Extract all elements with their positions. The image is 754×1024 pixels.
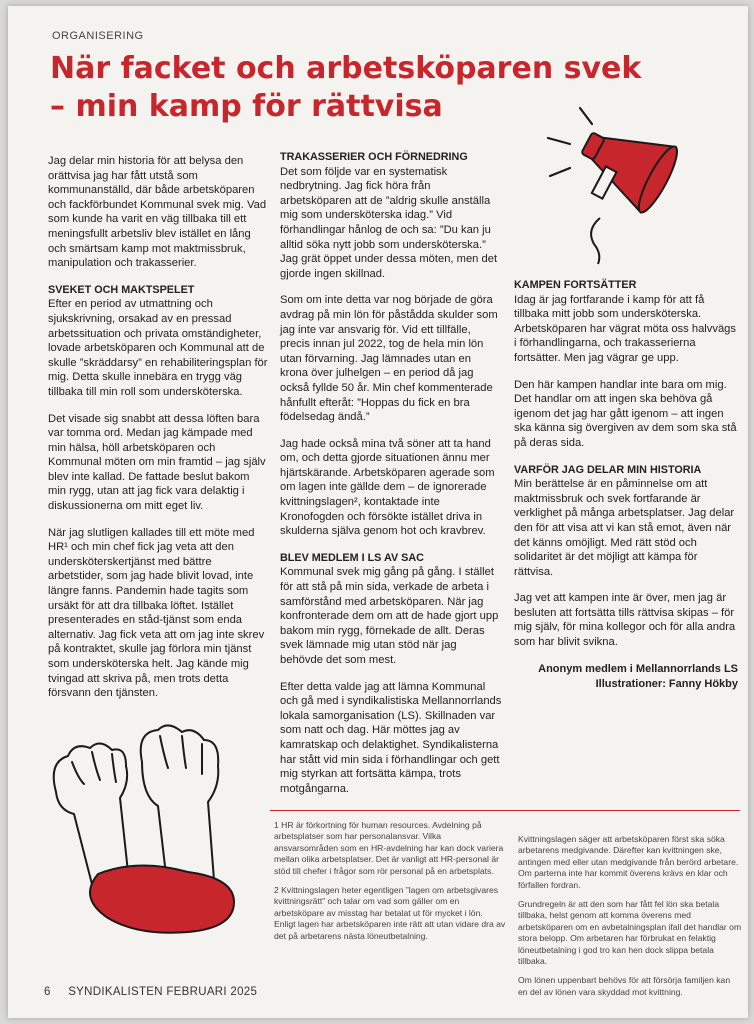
raised-fists-illustration <box>38 722 248 942</box>
page-footer <box>44 986 257 998</box>
heading-trakasserier: TRAKASSERIER OCH FÖRNEDRING <box>280 151 468 163</box>
page-number: 6 <box>44 986 51 998</box>
section-label: ORGANISERING <box>52 30 144 42</box>
paragraph: Efter detta valde jag att lämna Kommunal och gå med i syndikalistiska Mellannorrlands lokala samorganisation (LS). Skillnaden var som natt och dag. Här möttes jag av kamratskap och delaktighet. Syndikalisterna har stått vid min sida i förhandlingar och gett mig styrkan att fortsätta kämpa, trots motgångarna. <box>280 680 502 795</box>
footnote-divider <box>270 810 740 811</box>
heading-kampen: KAMPEN FORTSÄTTER <box>514 279 637 291</box>
title-line-2: – min kamp för rättvisa <box>50 89 443 124</box>
credits <box>514 662 738 692</box>
paragraph: Kommunal svek mig gång på gång. I stället för att stå på min sida, verkade de arbeta i samförstånd med arbetsköparen. När jag konfronterade dem om att de hade gjort upp bakom min rygg, förnekade de allt. Deras svek lämnade mig utan stöd när jag behövde det som mest. <box>280 566 499 666</box>
paragraph: Som om inte detta var nog började de göra avdrag på min lön för påstådda skulder som jag inte var ansvarig för. Vid ett tillfälle, precis innan jul 2022, tog de hela min lön utan förvarning. Jag lämnades utan en krona över julhelgen – en period då jag också fyllde 50 år. Min chef kommenterade hånfullt efteråt: ”Hoppas du fick en bra födelsedag ändå.” <box>280 294 498 424</box>
footnote: Grundregeln är att den som har fått fel lön ska betala tillbaka, helst genom att komma överens med arbetsköparen om en avbetalningsplan ifall det handlar om stora belopp. Om arbetaren har förbrukat en felaktig löneutbetalning i god tro kan hen dock slippa betala tillbaka. <box>518 899 742 967</box>
column-2 <box>280 150 502 808</box>
paragraph: Den här kampen handlar inte bara om mig. Det handlar om att ingen ska behöva gå igenom det jag har gått igenom – att ingen ska känna sig övergiven av dem som ska stå på deras sida. <box>514 378 737 449</box>
column-3 <box>514 278 738 692</box>
footnote: Kvittningslagen säger att arbetsköparen först ska söka arbetarens medgivande. Därefter kan kvittningen ske, antingen med eller utan medgivande från berörd arbetare. Om parterna inte har kommit överens krävs en klar och förfallen fordran. <box>518 834 739 890</box>
paragraph: Det visade sig snabbt att dessa löften bara var tomma ord. Medan jag kämpade med min hälsa, höll arbetsköparen och Kommunal möten om min framtid – jag själv blev inte kallad. De fattade beslut bakom min rygg, utan att jag fick vara delaktig i diskussionerna om mitt eget liv. <box>48 412 266 513</box>
footnote: Om lönen uppenbart behövs för att försörja familjen kan en del av lönen vara skyddad mot kvittning. <box>518 975 731 997</box>
megaphone-illustration <box>540 98 700 266</box>
paragraph: Jag hade också mina två söner att ta hand om, och detta gjorde situationen ännu mer hjärtskärande. Arbetsköparen agerade som om lagen inte gällde dem – de ignorerade kvittningslagen², kontaktade inte Kronofogden och försökte istället driva in skulderna själva genom hot och kravbrev. <box>280 437 495 538</box>
author-credit: Anonym medlem i Mellannorrlands LS <box>538 662 738 675</box>
column-1 <box>48 154 268 713</box>
footnote: 1 HR är förkortning för human resources. Avdelning på arbetsplatser som har personalansvar. Vilka ansvarsområden som en HR-avdelning har kan dock variera mellan olika arbetsplatser. Det är vanligt att HR-personal är stöd till chefer i frågor som rör personal på en arbetsplats. <box>274 820 504 876</box>
footnotes-right <box>518 834 742 1006</box>
heading-sveket: SVEKET OCH MAKTSPELET <box>48 283 195 296</box>
heading-varfor: VARFÖR JAG DELAR MIN HISTORIA <box>514 463 702 476</box>
paragraph: Min berättelse är en påminnelse om att maktmissbruk och svek fortfarande är verklighet på många arbetsplatser. Jag delar den för att visa att vi kan stå emot, även när det känns omöjligt. Med rätt stöd och solidaritet är det möjligt att kämpa för rättvisa. <box>514 478 735 578</box>
footnotes-left <box>274 820 506 950</box>
title-line-1: När facket och arbetsköparen svek <box>50 51 642 86</box>
illustrator-credit: Illustrationer: Fanny Hökby <box>595 677 738 690</box>
paragraph: Jag vet att kampen inte är över, men jag är besluten att fortsätta tills rättvisa skipas – för mig själv, för mina kollegor och för alla andra som har blivit svikna. <box>514 592 736 649</box>
magazine-page <box>8 6 748 1018</box>
publication-name: SYNDIKALISTEN FEBRUARI 2025 <box>68 986 258 998</box>
intro-paragraph: Jag delar min historia för att belysa den orättvisa jag har fått utstå som kommunanställd, där både arbetsköparen och fackförbundet Kommunal svek mig. Vad som kunde ha varit en väg tillbaka till ett meningsfullt arbetsliv blev istället en lång och smärtsam kamp mot maktmissbruk, manipulation och trakasserier. <box>48 155 267 270</box>
paragraph: Det som följde var en systematisk nedbrytning. Jag fick höra från arbetsköparen att de ”aldrig skulle anställa mig som undersköterska idag.” Vid förhandlingar hånlog de och sa: ”Du kan ju alltid söka nytt jobb som undersköterska.” Jag grät öppet under dessa möten, men det gjorde ingen skillnad. <box>280 165 498 280</box>
heading-blev-medlem: BLEV MEDLEM I LS AV SAC <box>280 551 424 564</box>
footnote: 2 Kvittningslagen heter egentligen ”lagen om arbetsgivares kvittningsrätt” och talar om vad som gäller om en arbetsköpare av misstag har betalat ut för mycket i lön. Enligt lagen har arbetsköparen inte rätt att utan vidare dra av det på arbetarens nästa löneutbetalning. <box>274 885 506 941</box>
paragraph: Efter en period av utmattning och sjukskrivning, orsakad av en pressad arbetssituation och privata omständigheter, lovade arbetsköparen och Kommunal att de skulle ”skräddarsy” en rehabiliteringsplan för mig. Detta skulle innebära en trygg väg tillbaka till min roll som undersköterska. <box>48 298 268 398</box>
paragraph: När jag slutligen kallades till ett möte med HR¹ och min chef fick jag veta att den undersköterskertjänst med bättre arbetstider, som jag hade blivit lovad, inte längre fanns. Pandemin hade tagits som ursäkt för att dra tillbaka löftet. Istället presenterades en ståd-tjänst som enda alternativ. Jag fick veta att om jag inte skrev på kontraktet, skulle jag förlora min tjänst som undersköterska helt. Jag kände mig tvingad att skriva på, men trots detta försvann den tjänsten. <box>48 526 265 700</box>
paragraph: Idag är jag fortfarande i kamp för att få tillbaka mitt jobb som undersköterska. Arbetsköparen har vägrat möta oss halvvägs i förhandlingarna, och trakasserierna fortsätter. Men jag vägrar ge upp. <box>514 293 737 364</box>
